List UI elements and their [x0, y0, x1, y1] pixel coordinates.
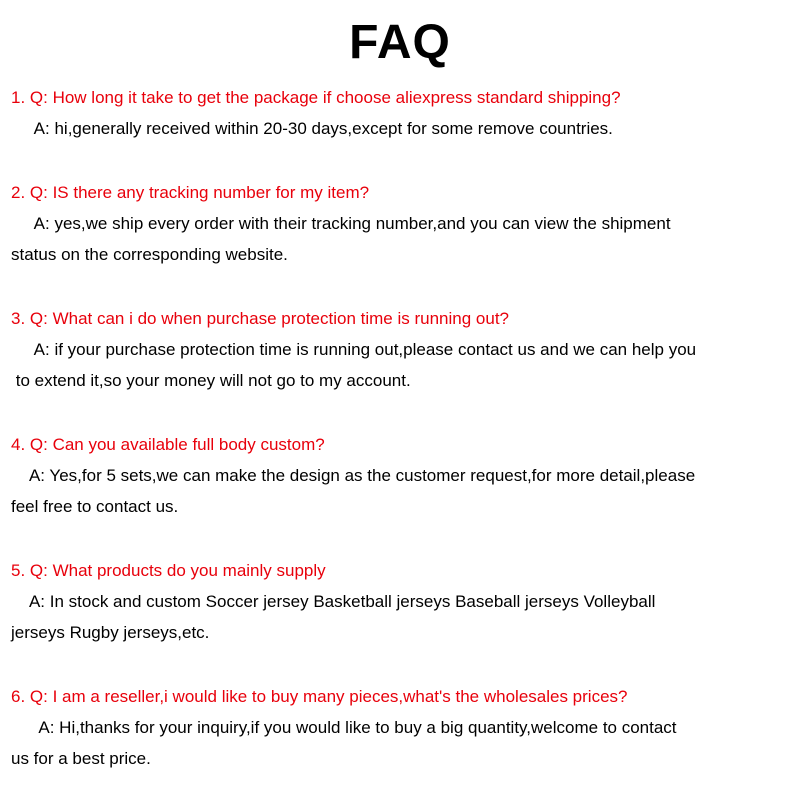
faq-item-1	[11, 82, 799, 144]
faq-answer-line: A: In stock and custom Soccer jersey Basketball jerseys Baseball jerseys Volleyball	[11, 592, 656, 611]
faq-item-4	[11, 429, 799, 522]
faq-answer-line: jerseys Rugby jerseys,etc.	[11, 623, 210, 642]
faq-answer-line: A: if your purchase protection time is running out,please contact us and we can help you	[11, 340, 697, 359]
faq-item-3	[11, 303, 799, 396]
faq-answer-line: us for a best price.	[11, 749, 151, 768]
faq-question: 2. Q: IS there any tracking number for my item?	[11, 183, 370, 202]
faq-question: 3. Q: What can i do when purchase protection time is running out?	[11, 309, 509, 328]
faq-answer-line: A: Yes,for 5 sets,we can make the design as the customer request,for more detail,please	[11, 466, 696, 485]
page-title: FAQ	[349, 16, 451, 69]
faq-item-6	[11, 681, 799, 774]
faq-answer-line: feel free to contact us.	[11, 497, 179, 516]
faq-answer-line: A: hi,generally received within 20-30 days,except for some remove countries.	[11, 119, 613, 138]
faq-question: 1. Q: How long it take to get the package if choose aliexpress standard shipping?	[11, 88, 621, 107]
faq-answer-line: A: yes,we ship every order with their tracking number,and you can view the shipment	[11, 214, 671, 233]
faq-answer-line: to extend it,so your money will not go to my account.	[11, 371, 411, 390]
faq-question: 6. Q: I am a reseller,i would like to buy many pieces,what's the wholesales prices?	[11, 687, 628, 706]
faq-question: 4. Q: Can you available full body custom?	[11, 435, 325, 454]
faq-item-5	[11, 555, 799, 648]
faq-item-2	[11, 177, 799, 270]
faq-answer-line: A: Hi,thanks for your inquiry,if you would like to buy a big quantity,welcome to contact	[11, 718, 677, 737]
faq-question: 5. Q: What products do you mainly supply	[11, 561, 326, 580]
faq-answer-line: status on the corresponding website.	[11, 245, 288, 264]
